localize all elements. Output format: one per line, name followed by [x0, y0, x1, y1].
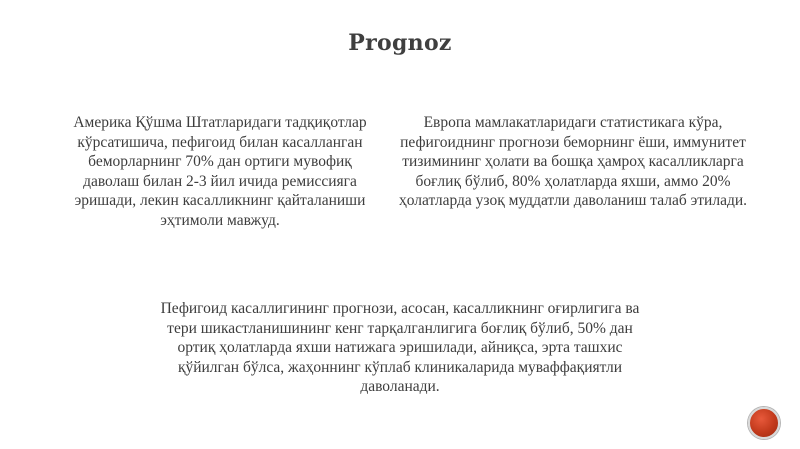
slide-title: Prognoz [348, 30, 452, 56]
circle-button-icon[interactable] [748, 407, 780, 439]
paragraph-usa-research: Америка Қўшма Штатларидаги тадқиқотлар кўрсатишича, пефигоид билан касалланган беморларнинг 70% дан ортиги мувофиқ даволаш билан 2-3 йил ичида ремиссияга эришади, лекин касалликнинг қайталаниши эҳтимоли мавжуд. [73, 114, 367, 229]
paragraph-prognosis-summary: Пефигоид касаллигининг прогнози, асосан, касалликнинг оғирлигига ва тери шикастланишининг кенг тарқалганлигига боғлиқ бўлиб, 50% дан ортиқ ҳолатларда яхши натижага эришилади, айниқса, эрта ташхис қўйилган бўлса, жаҳоннинг кўплаб клиникаларида муваффақиятли даволанади. [160, 300, 640, 395]
paragraph-europe-statistics: Европа мамлакатларидаги статистикага кўра, пефигоиднинг прогнози беморнинг ёши, иммунитет тизимининг ҳолати ва бошқа ҳамроҳ касалликларга боғлиқ бўлиб, 80% ҳолатларда яхши, аммо 20% ҳолатларда узоқ муддатли даволаниш талаб этилади. [398, 114, 748, 209]
